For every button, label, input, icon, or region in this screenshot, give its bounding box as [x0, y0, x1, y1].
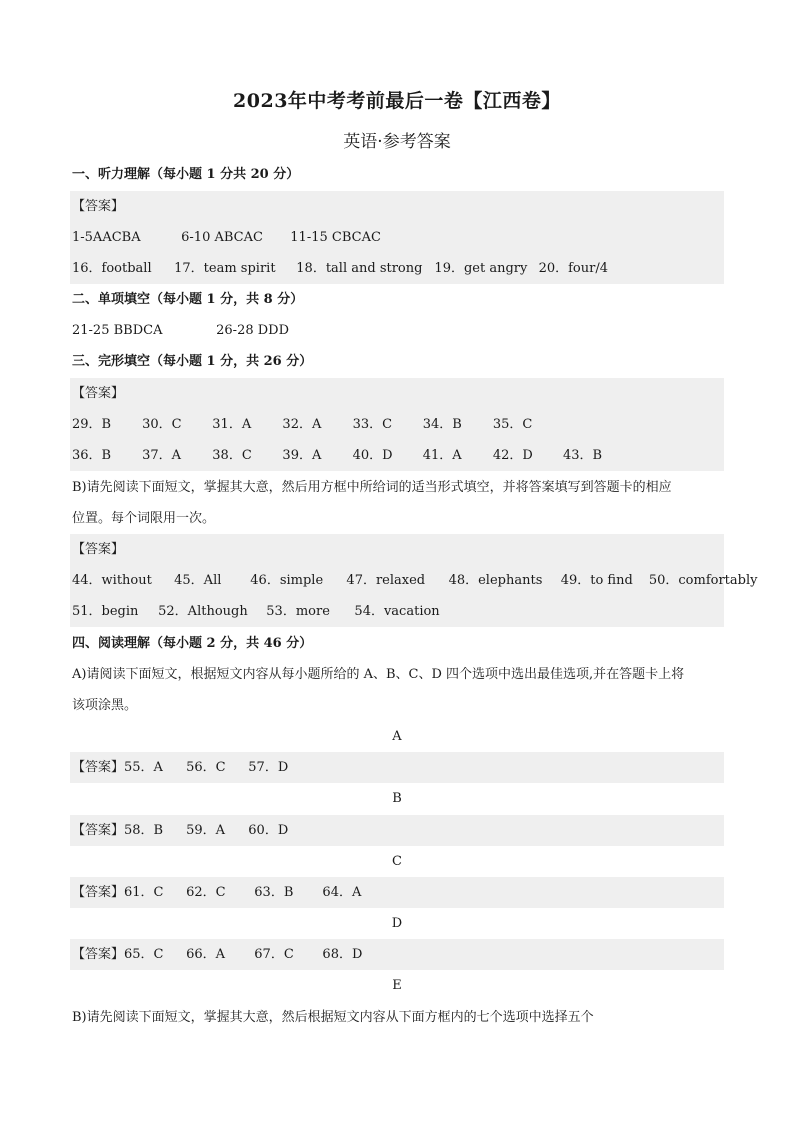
answer-row	[70, 815, 724, 846]
answer-item: 51．begin	[72, 604, 139, 619]
answer-item: 【答案】65．C	[72, 947, 164, 962]
answer-item: 43．B	[562, 448, 603, 463]
answer-item: 32．A	[282, 417, 322, 432]
answer-item: 11-15 CBCAC	[290, 230, 381, 245]
answer-item: 33．C	[352, 417, 393, 432]
answer-row	[70, 877, 724, 908]
page-title: 2023年中考考前最后一卷【江西卷】	[233, 90, 561, 112]
answer-item: 42．D	[492, 448, 533, 463]
answer-item: 26-28 DDD	[216, 323, 290, 338]
answer-item: 68．D	[322, 947, 363, 962]
page-subtitle: 英语·参考答案	[343, 132, 451, 152]
answer-item: 39．A	[282, 448, 322, 463]
passage-label: D	[391, 916, 403, 931]
answer-item: 67．C	[254, 947, 294, 962]
answer-item: 52．Although	[158, 604, 248, 619]
answer-item: 6-10 ABCAC	[181, 230, 263, 245]
answer-item: 16．football	[72, 261, 152, 276]
answer-item: 59．A	[186, 823, 226, 838]
answer-item: 56．C	[186, 760, 226, 775]
answer-row	[70, 222, 724, 253]
answer-item: 47．relaxed	[346, 573, 426, 588]
answer-item: 48．elephants	[448, 573, 543, 588]
answer-item: 37．A	[142, 448, 182, 463]
section-heading-single-choice: 二、单项填空（每小题 1 分，共 8 分）	[72, 292, 304, 307]
answer-item: 54．vacation	[354, 604, 440, 619]
answer-item: 60．D	[248, 823, 289, 838]
answer-item: 20．four/4	[538, 261, 608, 276]
answer-item: 34．B	[422, 417, 462, 432]
answer-item: 【答案】58．B	[72, 823, 164, 838]
passage-label: E	[392, 978, 402, 993]
answer-item: 40．D	[352, 448, 393, 463]
instruction-text: B)请先阅读下面短文，掌握其大意，然后根据短文内容从下面方框内的七个选项中选择五个	[72, 1010, 594, 1025]
answer-row	[70, 752, 724, 783]
answer-row	[70, 939, 724, 970]
answer-item: 53．more	[266, 604, 330, 619]
answer-item: 45．All	[174, 573, 222, 588]
answer-row	[70, 315, 724, 346]
answer-item: 62．C	[186, 885, 226, 900]
passage-label: A	[392, 729, 402, 744]
section-heading-listening: 一、听力理解（每小题 1 分共 20 分）	[72, 167, 300, 182]
answer-item: 46．simple	[250, 573, 324, 588]
answer-row	[70, 253, 724, 284]
answer-item: 66．A	[186, 947, 226, 962]
answer-item: 36．B	[72, 448, 112, 463]
instruction-text: 该项涂黑。	[72, 698, 138, 713]
answer-item: 49．to find	[560, 573, 633, 588]
answer-label: 【答案】	[70, 378, 724, 409]
answer-label: 【答案】	[70, 191, 724, 222]
answer-row	[70, 409, 724, 440]
answer-item: 50．comfortably	[648, 573, 758, 588]
answer-item: 18．tall and strong	[296, 261, 423, 276]
instruction-text: A)请阅读下面短文，根据短文内容从每小题所给的 A、B、C、D 四个选项中选出最佳选项,并在答题卡上将	[72, 667, 685, 682]
answer-item: 30．C	[142, 417, 182, 432]
answer-item: 31．A	[212, 417, 252, 432]
answer-item: 17．team spirit	[174, 261, 276, 276]
answer-item: 64．A	[322, 885, 362, 900]
answer-item: 38．C	[212, 448, 252, 463]
answer-item: 29．B	[72, 417, 112, 432]
passage-label: C	[392, 854, 402, 869]
answer-item: 21-25 BBDCA	[72, 323, 163, 338]
answer-item: 35．C	[492, 417, 533, 432]
answer-item: 【答案】55．A	[72, 760, 163, 775]
instruction-text: 位置。每个词限用一次。	[72, 511, 216, 526]
section-heading-cloze: 三、完形填空（每小题 1 分，共 26 分）	[72, 354, 313, 369]
answer-item: 1-5AACBA	[72, 230, 141, 245]
answer-row	[70, 596, 724, 627]
answer-label: 【答案】	[70, 534, 724, 565]
section-heading-reading: 四、阅读理解（每小题 2 分，共 46 分）	[72, 636, 313, 651]
answer-row	[70, 440, 724, 471]
answer-row	[70, 565, 758, 596]
answer-item: 63．B	[254, 885, 294, 900]
answer-item: 19．get angry	[434, 261, 528, 276]
answer-item: 【答案】61．C	[72, 885, 164, 900]
answer-item: 41．A	[422, 448, 462, 463]
instruction-text: B)请先阅读下面短文，掌握其大意，然后用方框中所给词的适当形式填空，并将答案填写到答题卡的相应	[72, 480, 672, 495]
answer-item: 57．D	[248, 760, 289, 775]
answer-item: 44．without	[72, 573, 152, 588]
passage-label: B	[392, 791, 402, 806]
